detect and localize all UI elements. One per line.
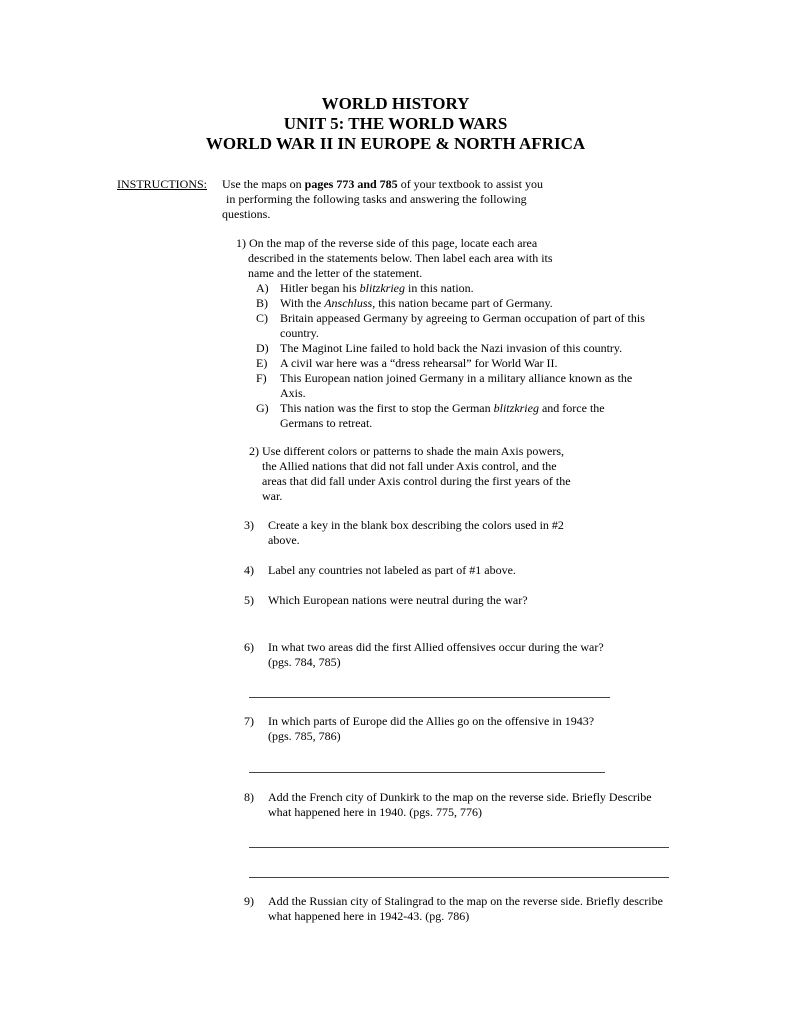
question-8: 8) Add the French city of Dunkirk to the map on the reverse side. Briefly Describe what happened here in 1940. (pgs. 775, 776) (244, 790, 652, 819)
question-1-line2: described in the statements below. Then label each area with its (248, 251, 553, 265)
instructions-pages: pages 773 and 785 (304, 177, 398, 191)
title-unit: UNIT 5: THE WORLD WARS (283, 114, 508, 133)
answer-line-7[interactable] (249, 772, 605, 773)
statement-c: C) Britain appeased Germany by agreeing to German occupation of part of this country. (256, 311, 645, 340)
statement-d: D) The Maginot Line failed to hold back the Nazi invasion of this country. (256, 341, 623, 355)
question-2-line2: the Allied nations that did not fall under Axis control, and the (262, 459, 557, 473)
question-3: 3) Create a key in the blank box describing the colors used in #2 above. (244, 518, 564, 547)
question-7: 7) In which parts of Europe did the Allies go on the offensive in 1943? (pgs. 785, 786) (244, 714, 595, 743)
answer-line-8b[interactable] (249, 877, 669, 878)
answer-line-6[interactable] (249, 697, 610, 698)
question-5: 5) Which European nations were neutral during the war? (244, 593, 528, 607)
statement-f: F) This European nation joined Germany in a military alliance known as the Axis. (256, 371, 633, 400)
title-course: WORLD HISTORY (321, 94, 470, 113)
statement-a: A) Hitler began his blitzkrieg in this nation. (256, 281, 474, 295)
question-2-line1: 2) Use different colors or patterns to shade the main Axis powers, (249, 444, 565, 458)
instructions-pre: Use the maps on (222, 177, 305, 191)
instructions-text (222, 177, 582, 222)
title-block (0, 94, 791, 154)
statement-b: B) With the Anschluss, this nation became part of Germany. (256, 296, 553, 310)
question-1-line3: name and the letter of the statement. (248, 266, 423, 280)
statement-e: E) A civil war here was a “dress rehearsal” for World War II. (256, 356, 558, 370)
question-4: 4) Label any countries not labeled as part of #1 above. (244, 563, 516, 577)
instructions-post: of your textbook to assist you (397, 177, 544, 191)
instructions-line3: questions. (222, 207, 271, 221)
title-topic: WORLD WAR II IN EUROPE & NORTH AFRICA (205, 134, 586, 153)
question-1 (236, 236, 686, 431)
question-2-line4: war. (262, 489, 283, 503)
instructions-label: INSTRUCTIONS: (117, 177, 208, 191)
instructions-line2: in performing the following tasks and answering the following (226, 192, 527, 206)
question-2 (249, 444, 629, 504)
statement-g: G) This nation was the first to stop the German blitzkrieg and force the Germans to retreat. (256, 401, 605, 430)
question-2-line3: areas that did fall under Axis control during the first years of the (262, 474, 571, 488)
answer-line-8a[interactable] (249, 847, 669, 848)
question-9: 9) Add the Russian city of Stalingrad to the map on the reverse side. Briefly describe what happened here in 1942-43. (pg. 786) (244, 894, 663, 923)
question-1-line1: 1) On the map of the reverse side of this page, locate each area (236, 236, 538, 250)
question-6: 6) In what two areas did the first Allied offensives occur during the war? (pgs. 784, 785) (244, 640, 604, 669)
